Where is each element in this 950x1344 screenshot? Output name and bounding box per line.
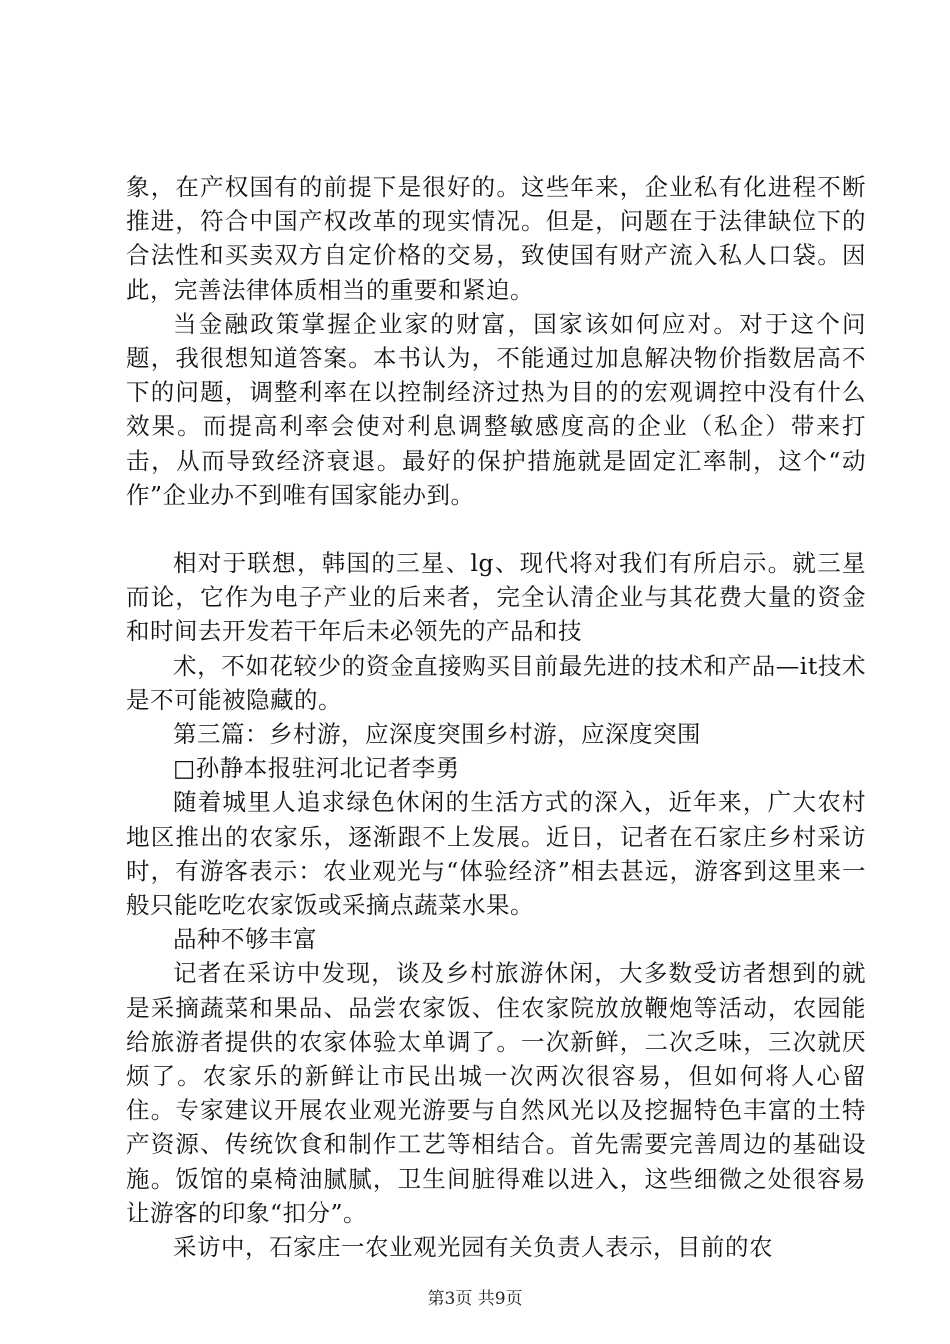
paragraph-interview-findings: 记者在采访中发现，谈及乡村旅游休闲，大多数受访者想到的就是采摘蔬菜和果品、品尝农家饭、住农家院放放鞭炮等活动，农园能给旅游者提供的农家体验太单调了。一次新鲜，二次乏味，三次就厌烦了。农家乐的新鲜让市民出城一次两次很容易，但如何将人心留住。专家建议开展农业观光游要与自然风光以及挖掘特色丰富的土特产资源、传统饮食和制作工艺等相结合。首先需要完善周边的基础设施。饭馆的桌椅油腻腻，卫生间脏得难以进入，这些细微之处很容易让游客的印象“扣分”。 (126, 959, 866, 1227)
paragraph-spacer (126, 512, 866, 546)
paragraph-rural-tourism: 随着城里人追求绿色休闲的生活方式的深入，近年来，广大农村地区推出的农家乐，逐渐跟不上发展。近日，记者在石家庄乡村采访时，有游客表示：农业观光与“体验经济”相去甚远，游客到这里来一般只能吃吃农家饭或采摘点蔬菜水果。 (126, 788, 866, 920)
byline: □孙静本报驻河北记者李勇 (173, 754, 460, 783)
paragraph-interview-continued: 采访中，石家庄一农业观光园有关负责人表示，目前的农 (173, 1233, 773, 1262)
paragraph-property-rights: 象，在产权国有的前提下是很好的。这些年来，企业私有化进程不断推进，符合中国产权改革的现实情况。但是，问题在于法律缺位下的合法性和买卖双方自定价格的交易，致使国有财产流入私人口袋。因此，完善法律体质相当的重要和紧迫。 (126, 173, 866, 304)
section-heading: 第三篇：乡村游，应深度突围乡村游，应深度突围 (173, 720, 701, 749)
page-footer: 第3页 共9页 (427, 1289, 523, 1309)
paragraph-technology: 术，不如花较少的资金直接购买目前最先进的技术和产品—it技术是不可能被隐藏的。 (126, 651, 866, 714)
document-body (126, 170, 866, 1264)
paragraph-financial-policy: 当金融政策掌握企业家的财富，国家该如何应对。对于这个问题，我很想知道答案。本书认为，不能通过加息解决物价指数居高不下的问题，调整利率在以控制经济过热为目的的宏观调控中没有什么效果。而提高利率会使对利息调整敏感度高的企业（私企）带来打击，从而导致经济衰退。最好的保护措施就是固定汇率制，这个“动作”企业办不到唯有国家能办到。 (126, 309, 866, 509)
subheading-variety: 品种不够丰富 (173, 925, 317, 954)
paragraph-samsung: 相对于联想，韩国的三星、lg、现代将对我们有所启示。就三星而论，它作为电子产业的后来者，完全认清企业与其花费大量的资金和时间去开发若干年后未必领先的产品和技 (126, 549, 866, 646)
